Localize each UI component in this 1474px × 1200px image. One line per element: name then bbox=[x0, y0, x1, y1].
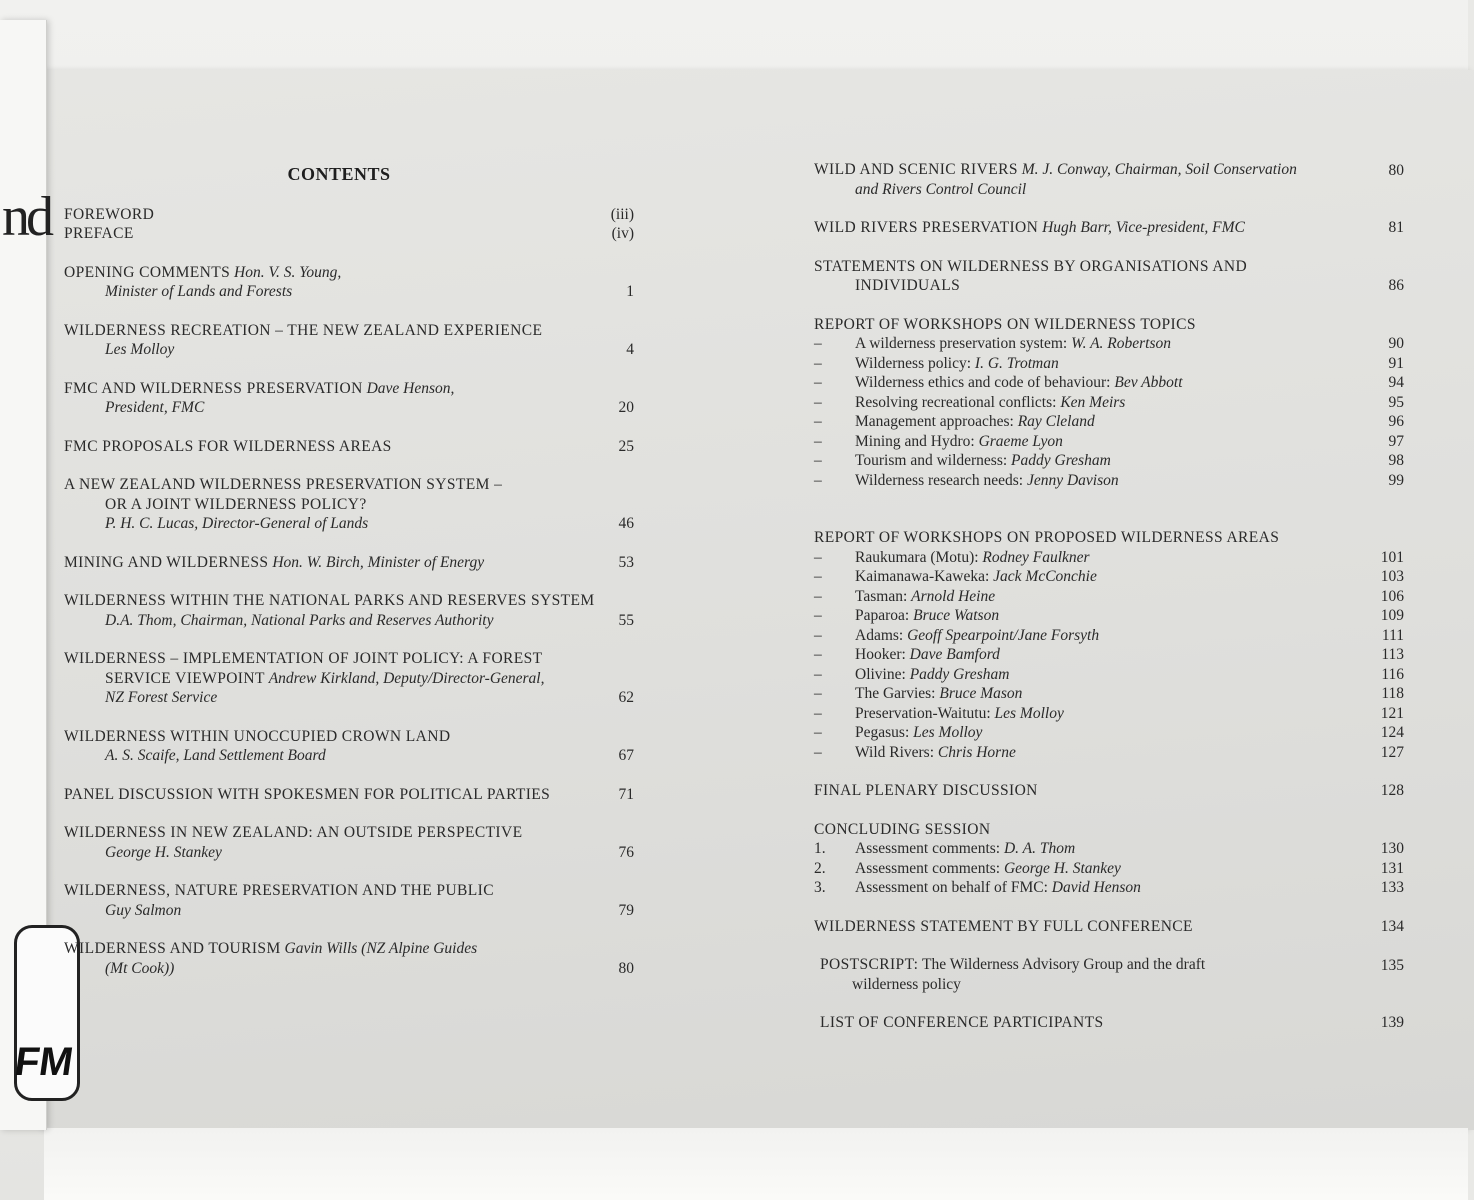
subentry-title: Hooker: bbox=[855, 646, 906, 663]
subentry-title: Kaimanawa-Kaweka: bbox=[855, 568, 990, 585]
page-number: 86 bbox=[1388, 277, 1404, 294]
subentry-title: A wilderness preservation system: bbox=[855, 335, 1068, 352]
subentry-author: Jack McConchie bbox=[993, 568, 1097, 585]
entry-title: FMC AND WILDERNESS PRESERVATION bbox=[64, 379, 363, 397]
toc-entry-crown-land[interactable] bbox=[64, 727, 634, 766]
page-number: 96 bbox=[1388, 413, 1404, 430]
toc-subentry[interactable] bbox=[814, 645, 1404, 665]
entry-title: PANEL DISCUSSION WITH SPOKESMEN FOR POLITICAL PARTIES bbox=[64, 785, 551, 803]
page-number: 133 bbox=[1380, 879, 1404, 896]
entry-title-cont: OR A JOINT WILDERNESS POLICY? bbox=[105, 495, 367, 513]
subentry-author: Les Molloy bbox=[913, 724, 983, 741]
subentry-author: David Henson bbox=[1051, 879, 1141, 896]
subentry-title: Assessment on behalf of FMC: bbox=[855, 879, 1048, 896]
subentry-title: Wilderness ethics and code of behaviour: bbox=[855, 374, 1111, 391]
entry-title: LIST OF CONFERENCE PARTICIPANTS bbox=[820, 1014, 1104, 1031]
subentry-author: Bruce Watson bbox=[913, 607, 1000, 624]
page-number: 99 bbox=[1388, 471, 1404, 489]
entry-author-role: NZ Forest Service bbox=[105, 689, 218, 706]
entry-author: Guy Salmon bbox=[105, 901, 182, 919]
page-number: 139 bbox=[1380, 1014, 1404, 1031]
list-marker: – bbox=[814, 413, 822, 430]
subentry-author: Ken Meirs bbox=[1060, 393, 1126, 411]
toc-subentry[interactable] bbox=[814, 839, 1404, 859]
entry-author: Gavin Wills (NZ Alpine Guides bbox=[284, 940, 478, 957]
entry-author: Hon. V. S. Young, bbox=[234, 263, 342, 281]
toc-subentry[interactable] bbox=[814, 665, 1404, 685]
subentry-author: Bruce Mason bbox=[939, 685, 1023, 702]
toc-entry-fmc-preservation[interactable] bbox=[64, 379, 634, 418]
page-number: 130 bbox=[1380, 840, 1404, 857]
page-number: 121 bbox=[1380, 704, 1404, 722]
list-marker: – bbox=[814, 724, 822, 741]
toc-section-workshop-areas bbox=[814, 528, 1404, 762]
page-number: 91 bbox=[1388, 354, 1404, 372]
page-number: 111 bbox=[1381, 626, 1404, 644]
subentry-title: The Garvies: bbox=[855, 685, 936, 702]
subentry-author: Paddy Gresham bbox=[909, 665, 1010, 683]
page-number: 124 bbox=[1380, 724, 1404, 741]
toc-section-concluding bbox=[814, 820, 1404, 898]
entry-author-cont: and Rivers Control Council bbox=[855, 180, 1027, 198]
page-number: 55 bbox=[618, 611, 634, 629]
page-number: 4 bbox=[626, 341, 634, 358]
page-number: 20 bbox=[618, 399, 634, 416]
page-number: 80 bbox=[1388, 161, 1404, 179]
toc-subentry[interactable] bbox=[814, 548, 1404, 568]
toc-entry-statements[interactable] bbox=[814, 257, 1404, 296]
page-number: 53 bbox=[618, 553, 634, 571]
list-marker: 2. bbox=[814, 859, 826, 877]
list-marker: – bbox=[814, 354, 822, 372]
page-number: 71 bbox=[618, 785, 634, 803]
subentry-author: Bev Abbott bbox=[1114, 374, 1183, 391]
entry-author-role: Minister of Lands and Forests bbox=[105, 283, 293, 300]
toc-entry-opening-comments[interactable] bbox=[64, 263, 634, 302]
entry-author: Andrew Kirkland, Deputy/Director-General, bbox=[268, 669, 545, 687]
subentry-title: Olivine: bbox=[855, 665, 906, 683]
page-number: 109 bbox=[1380, 607, 1404, 624]
subentry-author: Ray Cleland bbox=[1017, 413, 1095, 430]
entry-title: WILDERNESS STATEMENT BY FULL CONFERENCE bbox=[814, 917, 1193, 935]
toc-entry-full-conference-statement[interactable] bbox=[814, 917, 1404, 937]
toc-entry-preface[interactable] bbox=[64, 224, 634, 244]
subentry-author: D. A. Thom bbox=[1003, 840, 1076, 857]
list-marker: – bbox=[814, 568, 822, 585]
entry-author: D.A. Thom, Chairman, National Parks and Reserves Authority bbox=[105, 611, 494, 629]
entry-author: M. J. Conway, Chairman, Soil Conservation bbox=[1021, 161, 1297, 178]
entry-title: WILDERNESS IN NEW ZEALAND: AN OUTSIDE PERSPECTIVE bbox=[64, 824, 523, 841]
list-marker: – bbox=[814, 548, 822, 566]
page-number: 131 bbox=[1380, 859, 1404, 877]
page-number: 25 bbox=[618, 437, 634, 455]
toc-entry-postscript[interactable] bbox=[814, 955, 1404, 994]
toc-entry-nz-preservation-system[interactable] bbox=[64, 475, 634, 534]
page-number: 134 bbox=[1380, 917, 1404, 935]
page-number: 127 bbox=[1380, 743, 1404, 761]
toc-subentry[interactable] bbox=[814, 704, 1404, 724]
entry-title: OPENING COMMENTS bbox=[64, 263, 231, 281]
contents-heading: CONTENTS bbox=[287, 164, 391, 184]
entry-title: POSTSCRIPT: bbox=[820, 956, 919, 973]
toc-subentry[interactable] bbox=[814, 471, 1404, 491]
page-number: 95 bbox=[1388, 393, 1404, 411]
page-number: 62 bbox=[618, 689, 634, 706]
page-number: 103 bbox=[1380, 568, 1404, 585]
subentry-title: Assessment comments: bbox=[855, 859, 1001, 877]
page-number: 81 bbox=[1388, 219, 1404, 236]
page-number: 1 bbox=[626, 283, 634, 300]
toc-subentry[interactable] bbox=[814, 606, 1404, 626]
entry-title: WILD RIVERS PRESERVATION bbox=[814, 219, 1039, 236]
list-marker: – bbox=[814, 393, 822, 411]
subentry-author: Geoff Spearpoint/Jane Forsyth bbox=[907, 626, 1100, 644]
toc-entry-outside-perspective[interactable] bbox=[64, 823, 634, 862]
entry-title: STATEMENTS ON WILDERNESS BY ORGANISATIONS AND bbox=[814, 257, 1248, 275]
entry-author: P. H. C. Lucas, Director-General of Lands bbox=[105, 515, 369, 532]
entry-title: WILDERNESS WITHIN UNOCCUPIED CROWN LAND bbox=[64, 727, 451, 745]
subentry-title: Resolving recreational conflicts: bbox=[855, 393, 1057, 411]
toc-entry-fmc-proposals[interactable] bbox=[64, 437, 634, 457]
subentry-title: Mining and Hydro: bbox=[855, 432, 975, 450]
subentry-title: Raukumara (Motu): bbox=[855, 548, 979, 566]
page-number: 94 bbox=[1388, 374, 1404, 391]
subentry-author: Chris Horne bbox=[937, 743, 1016, 761]
toc-entry-foreword[interactable] bbox=[64, 205, 634, 225]
subentry-author: Les Molloy bbox=[994, 704, 1064, 722]
page-number: (iii) bbox=[610, 205, 634, 223]
page-number: 46 bbox=[618, 515, 634, 532]
toc-subentry[interactable] bbox=[814, 567, 1404, 587]
subentry-author: Dave Bamford bbox=[909, 646, 1000, 663]
toc-subentry[interactable] bbox=[814, 334, 1404, 354]
entry-title-cont: INDIVIDUALS bbox=[855, 277, 961, 294]
list-marker: – bbox=[814, 452, 822, 469]
entry-title-cont: SERVICE VIEWPOINT bbox=[105, 669, 265, 687]
subentry-author: Jenny Davison bbox=[1026, 471, 1119, 489]
section-title: REPORT OF WORKSHOPS ON PROPOSED WILDERNESS AREAS bbox=[814, 529, 1280, 546]
subentry-title: Wild Rivers: bbox=[855, 743, 935, 761]
subentry-author: Arnold Heine bbox=[911, 587, 996, 605]
toc-subentry[interactable] bbox=[814, 878, 1404, 898]
list-marker: 3. bbox=[814, 879, 826, 896]
page-number: 90 bbox=[1388, 335, 1404, 352]
entry-author: A. S. Scaife, Land Settlement Board bbox=[105, 747, 326, 764]
subentry-title: Tourism and wilderness: bbox=[855, 452, 1008, 469]
list-marker: – bbox=[814, 374, 822, 391]
list-marker: – bbox=[814, 335, 822, 352]
subentry-author: Graeme Lyon bbox=[978, 432, 1063, 450]
list-marker: – bbox=[814, 665, 822, 683]
list-marker: – bbox=[814, 587, 822, 605]
toc-subentry[interactable] bbox=[814, 626, 1404, 646]
page-number: (iv) bbox=[611, 225, 634, 242]
toc-subentry[interactable] bbox=[814, 373, 1404, 393]
section-title: REPORT OF WORKSHOPS ON WILDERNESS TOPICS bbox=[814, 315, 1196, 333]
entry-author-role: President, FMC bbox=[105, 399, 205, 416]
subentry-title: Assessment comments: bbox=[855, 840, 1001, 857]
toc-subentry[interactable] bbox=[814, 587, 1404, 607]
list-marker: – bbox=[814, 471, 822, 489]
page-number: 128 bbox=[1380, 782, 1404, 799]
toc-subentry[interactable] bbox=[814, 432, 1404, 452]
toc-entry-nature-preservation[interactable] bbox=[64, 881, 634, 920]
cover-text-fragment: nd bbox=[2, 186, 50, 248]
page-number: 97 bbox=[1388, 432, 1404, 450]
entry-author: Hugh Barr, Vice-president, FMC bbox=[1042, 219, 1245, 236]
toc-section-workshop-topics bbox=[814, 315, 1404, 491]
toc-entry-mining[interactable] bbox=[64, 553, 634, 573]
page-number: 67 bbox=[618, 747, 634, 764]
subentry-title: Adams: bbox=[855, 626, 904, 644]
left-cover-sheet bbox=[0, 20, 76, 1130]
entry-author: George H. Stankey bbox=[105, 843, 222, 861]
page-number: 76 bbox=[618, 843, 634, 861]
list-marker: – bbox=[814, 607, 822, 624]
page-number: 79 bbox=[618, 901, 634, 919]
list-marker: – bbox=[814, 743, 822, 761]
toc-entry-wilderness-recreation[interactable] bbox=[64, 321, 634, 360]
toc-entry-wild-rivers-preservation[interactable] bbox=[814, 218, 1404, 238]
toc-entry-final-plenary[interactable] bbox=[814, 781, 1404, 801]
list-marker: – bbox=[814, 704, 822, 722]
list-marker: 1. bbox=[814, 840, 826, 857]
subentry-title: Tasman: bbox=[855, 587, 908, 605]
entry-subtitle-cont: wilderness policy bbox=[852, 975, 961, 993]
entry-author-cont: (Mt Cook)) bbox=[105, 959, 175, 977]
contents-left-column bbox=[64, 165, 634, 978]
subentry-author: George H. Stankey bbox=[1003, 859, 1121, 877]
entry-title: WILDERNESS AND TOURISM bbox=[64, 940, 281, 957]
toc-entry-participants[interactable] bbox=[814, 1013, 1404, 1033]
entry-title: WILD AND SCENIC RIVERS bbox=[814, 161, 1018, 178]
subentry-author: Rodney Faulkner bbox=[982, 548, 1090, 566]
entry-author: Les Molloy bbox=[105, 341, 175, 358]
subentry-title: Paparoa: bbox=[855, 607, 910, 624]
subentry-author: Paddy Gresham bbox=[1011, 452, 1111, 469]
subentry-title: Management approaches: bbox=[855, 413, 1014, 430]
page-number: 106 bbox=[1380, 587, 1404, 605]
page-number: 98 bbox=[1388, 452, 1404, 469]
entry-subtitle: The Wilderness Advisory Group and the draft bbox=[922, 956, 1206, 973]
page-number: 80 bbox=[618, 959, 634, 977]
toc-subentry[interactable] bbox=[814, 412, 1404, 432]
toc-subentry[interactable] bbox=[814, 859, 1404, 879]
toc-entry-tourism[interactable] bbox=[64, 939, 634, 978]
entry-author: Hon. W. Birch, Minister of Energy bbox=[272, 553, 485, 571]
entry-title: WILDERNESS, NATURE PRESERVATION AND THE PUBLIC bbox=[64, 882, 494, 899]
entry-title: MINING AND WILDERNESS bbox=[64, 553, 269, 571]
page-number: 116 bbox=[1381, 665, 1404, 683]
page-number: 113 bbox=[1381, 646, 1404, 663]
page-number: 135 bbox=[1380, 956, 1404, 974]
logo-text-fragment: FM bbox=[11, 1040, 76, 1084]
subentry-author: W. A. Robertson bbox=[1071, 335, 1172, 352]
contents-right-column bbox=[814, 160, 1404, 1033]
page-number: 101 bbox=[1380, 548, 1404, 566]
section-title: CONCLUDING SESSION bbox=[814, 820, 991, 838]
toc-subentry[interactable] bbox=[814, 743, 1404, 763]
toc-subentry[interactable] bbox=[814, 723, 1404, 743]
list-marker: – bbox=[814, 432, 822, 450]
page-bottom-edge bbox=[44, 1128, 1468, 1200]
entry-title: PREFACE bbox=[64, 225, 134, 242]
list-marker: – bbox=[814, 626, 822, 644]
entry-title: WILDERNESS WITHIN THE NATIONAL PARKS AND RESERVES SYSTEM bbox=[64, 592, 595, 609]
toc-entry-joint-policy[interactable] bbox=[64, 649, 634, 708]
toc-subentry[interactable] bbox=[814, 451, 1404, 471]
subentry-author: I. G. Trotman bbox=[974, 354, 1059, 372]
toc-subentry[interactable] bbox=[814, 354, 1404, 374]
toc-entry-national-parks[interactable] bbox=[64, 591, 634, 630]
entry-title: FMC PROPOSALS FOR WILDERNESS AREAS bbox=[64, 437, 392, 455]
subentry-title: Wilderness research needs: bbox=[855, 471, 1024, 489]
toc-entry-panel-discussion[interactable] bbox=[64, 785, 634, 805]
subentry-title: Wilderness policy: bbox=[855, 354, 972, 372]
subentry-title: Preservation-Waitutu: bbox=[855, 704, 991, 722]
toc-entry-wild-scenic-rivers[interactable] bbox=[814, 160, 1404, 199]
subentry-title: Pegasus: bbox=[855, 724, 910, 741]
list-marker: – bbox=[814, 685, 822, 702]
entry-title: FOREWORD bbox=[64, 205, 155, 223]
toc-subentry[interactable] bbox=[814, 684, 1404, 704]
entry-title: A NEW ZEALAND WILDERNESS PRESERVATION SYSTEM – bbox=[64, 476, 503, 493]
toc-subentry[interactable] bbox=[814, 393, 1404, 413]
page-number: 118 bbox=[1381, 685, 1404, 702]
entry-title: FINAL PLENARY DISCUSSION bbox=[814, 782, 1038, 799]
entry-author: Dave Henson, bbox=[366, 379, 455, 397]
list-marker: – bbox=[814, 646, 822, 663]
entry-title: WILDERNESS RECREATION – THE NEW ZEALAND EXPERIENCE bbox=[64, 321, 543, 339]
entry-title: WILDERNESS – IMPLEMENTATION OF JOINT POLICY: A FOREST bbox=[64, 650, 543, 667]
